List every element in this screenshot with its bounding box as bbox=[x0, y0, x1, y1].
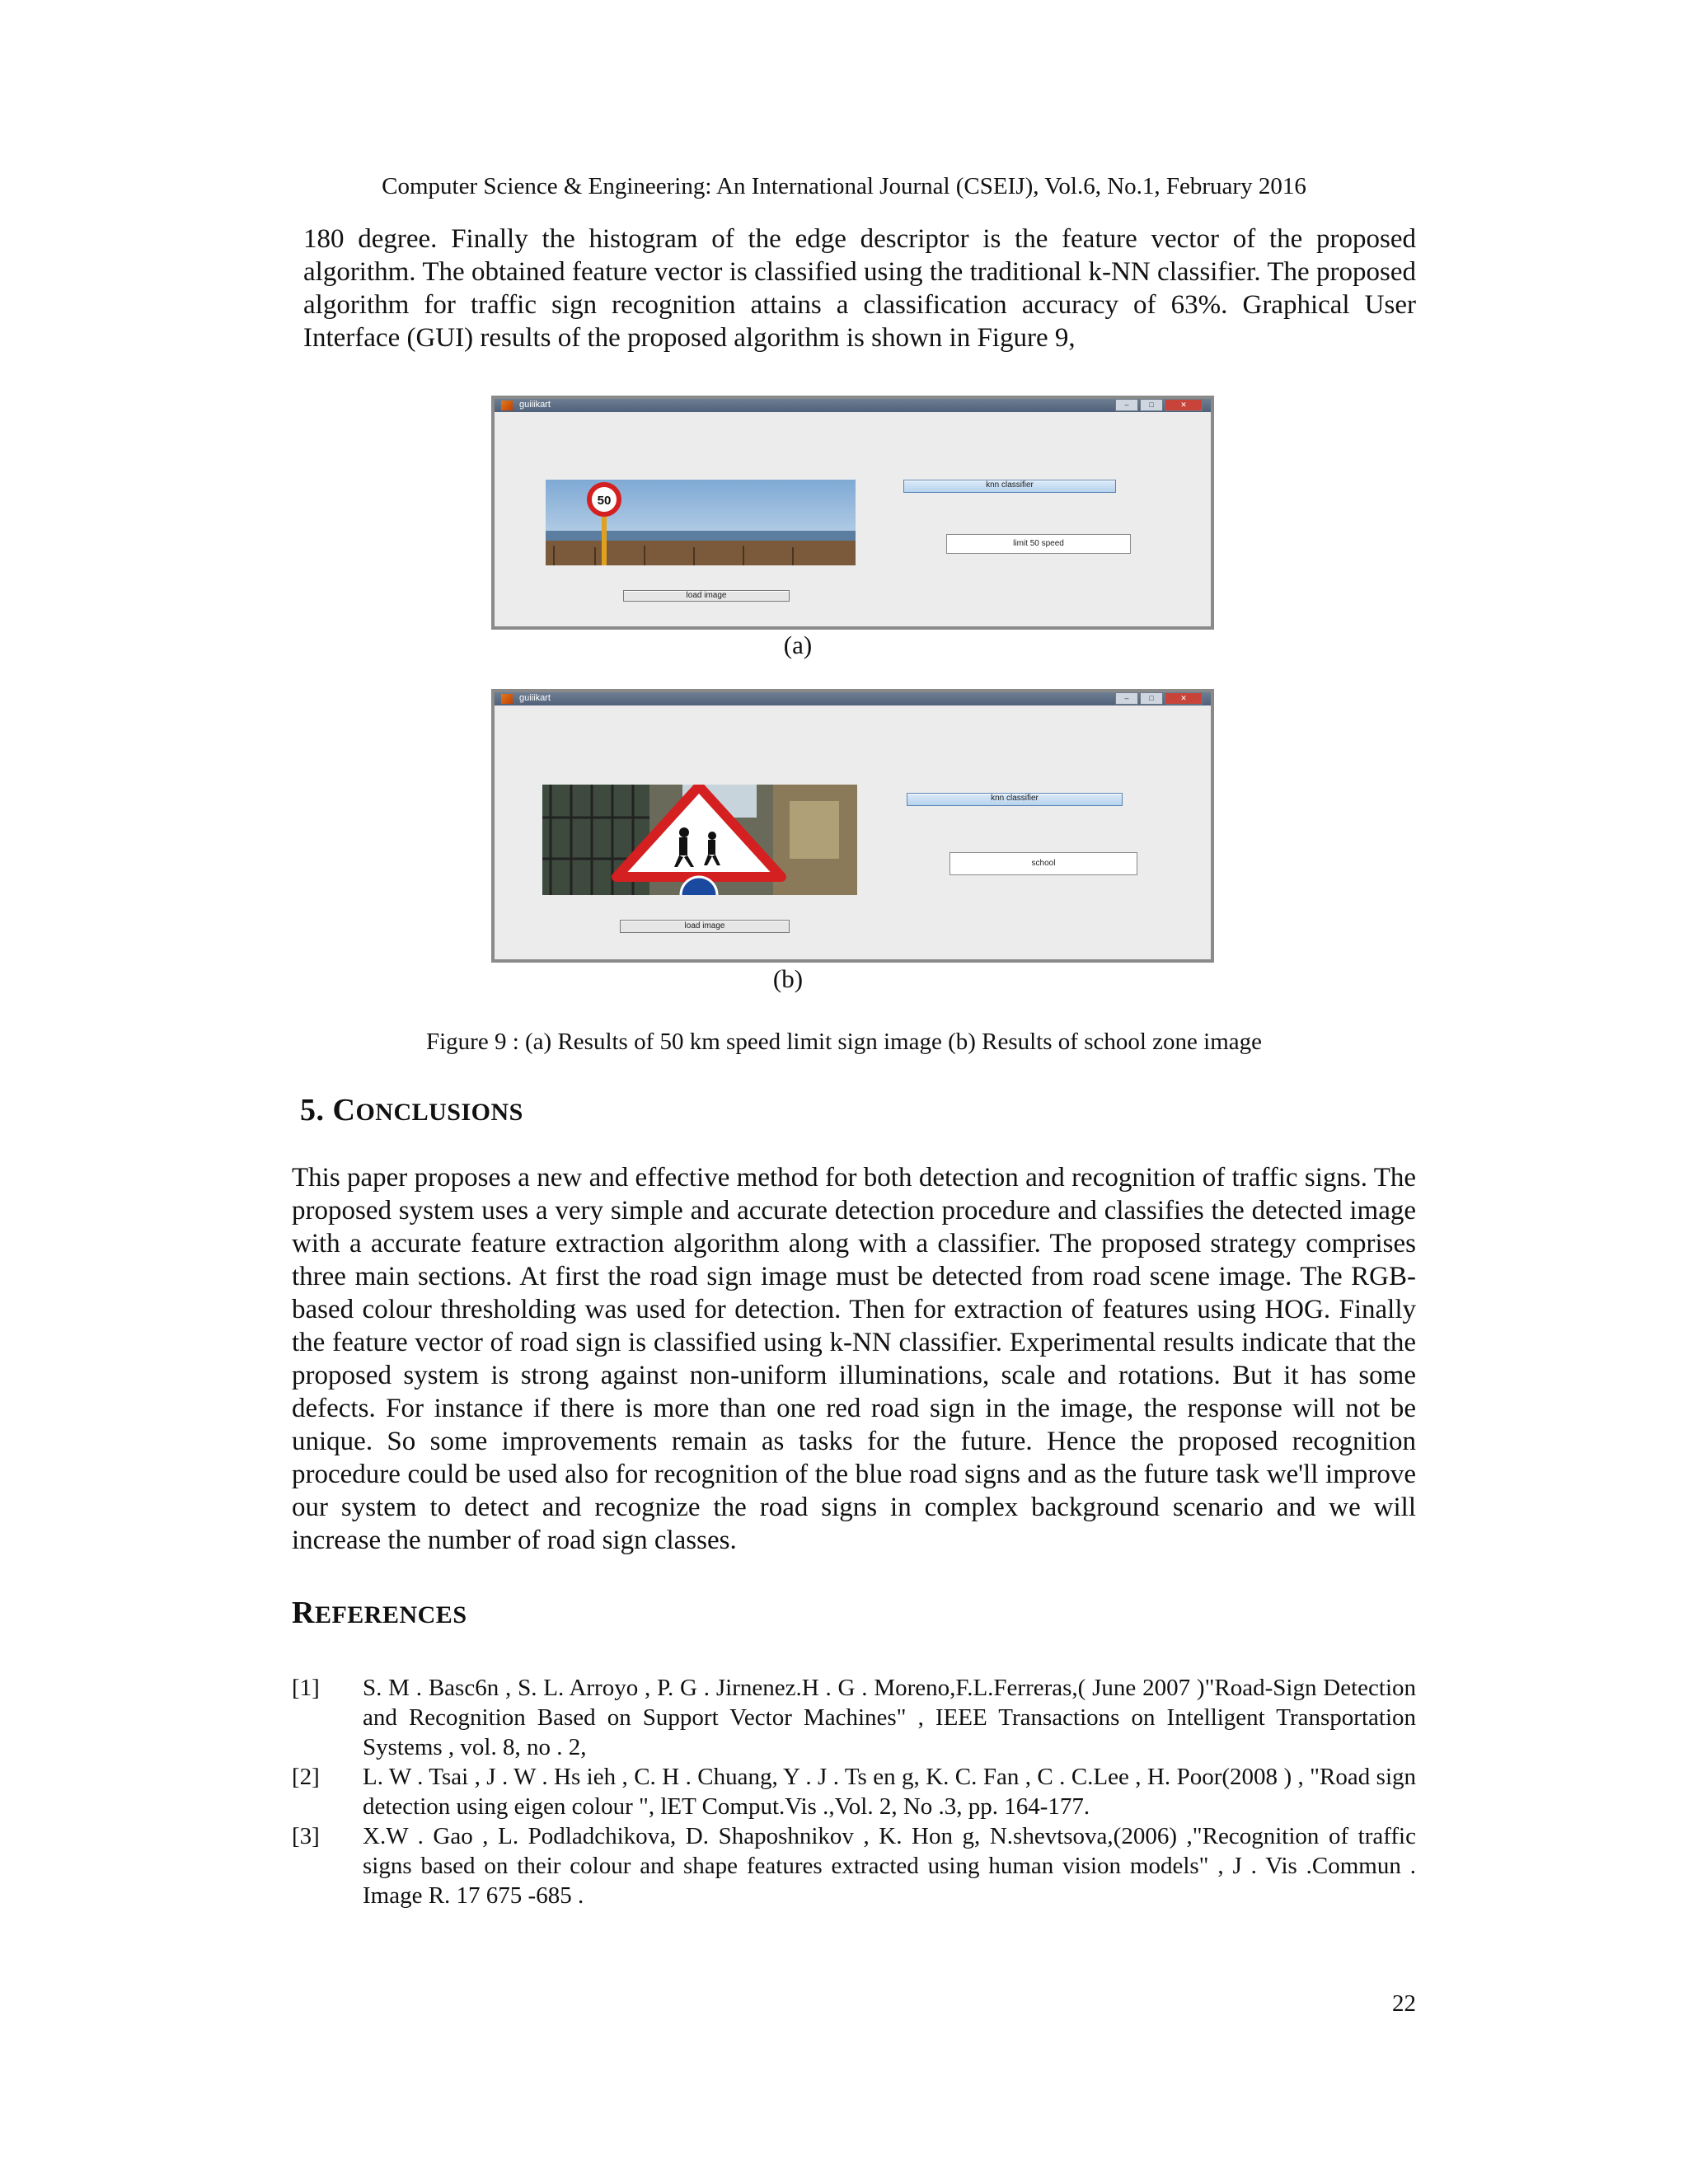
reference-item bbox=[292, 1673, 1416, 1762]
intro-paragraph: 180 degree. Finally the histogram of the edge descriptor is the feature vector of the proposed algorithm. The obtained feature vector is classified using the traditional k-NN classifier. The proposed algorithm for traffic sign recognition attains a classification accuracy of 63%. Graphical User Interface (GUI) results of the proposed algorithm is shown in Figure 9, bbox=[303, 224, 1416, 353]
panel-a-label: (a) bbox=[783, 630, 813, 659]
reference-number: [1] bbox=[292, 1675, 320, 1701]
conclusions-heading bbox=[300, 1092, 523, 1128]
minimize-icon[interactable]: – bbox=[1115, 399, 1138, 411]
close-icon[interactable]: ✕ bbox=[1165, 399, 1203, 411]
reference-text: L. W . Tsai , J . W . Hs ieh , C. H . Chuang, Y . J . Ts en g, K. C. Fan , C . C.Lee , H. Poor(2008 ) , "Road sign detection using eigen colour ", lET Comput.Vis .,Vol. 2, No .3, pp. 164-177. bbox=[363, 1764, 1416, 1820]
speed-sign-photo bbox=[546, 480, 856, 565]
matlab-icon bbox=[501, 694, 513, 704]
conclusions-paragraph: This paper proposes a new and effective method for both detection and recognition of traffic signs. The proposed system uses a very simple and accurate detection procedure and classifies the detected image with a accurate feature extraction algorithm along with a classifier. The proposed strategy comprises three main sections. At first the road sign image must be detected from road scene image. The RGB-based colour thresholding was used for detection. Then for extraction of features using HOG. Finally the feature vector of road sign is classified using k-NN classifier. Experimental results indicate that the proposed system is strong against non-uniform illuminations, scale and rotations. But it has some defects. For instance if there is more than one red road sign in the image, the response will not be unique. So some improvements remain as tasks for the future. Hence the proposed recognition procedure could be used also for recognition of the blue road signs and as the future task we'll improve our system to detect and recognize the road signs in complex background scenario and we will increase the number of road sign classes. bbox=[292, 1163, 1416, 1555]
references-title: EFERENCES bbox=[314, 1601, 467, 1629]
result-field: school bbox=[950, 852, 1137, 875]
window-title: guiiikart bbox=[519, 400, 551, 410]
reference-number: [2] bbox=[292, 1764, 320, 1790]
load-image-button[interactable]: load image bbox=[623, 590, 790, 602]
window-titlebar bbox=[495, 692, 1211, 705]
window-title: guiiikart bbox=[519, 693, 551, 703]
page-number: 22 bbox=[1392, 1990, 1416, 2017]
school-sign-photo bbox=[542, 785, 857, 895]
result-field: limit 50 speed bbox=[946, 534, 1131, 554]
minimize-icon[interactable]: – bbox=[1115, 692, 1138, 705]
figure-caption: Figure 9 : (a) Results of 50 km speed limit sign image (b) Results of school zone image bbox=[425, 1029, 1263, 1055]
load-image-button[interactable]: load image bbox=[620, 920, 790, 933]
reference-text: S. M . Basc6n , S. L. Arroyo , P. G . Jirnenez.H . G . Moreno,F.L.Ferreras,( June 2007 )"Road-Sign Detection and Recognition Based on Support Vector Machines" , IEEE Transactions on Intelligent Transportation Systems , vol. 8, no . 2, bbox=[363, 1675, 1416, 1760]
gui-window-b bbox=[491, 689, 1214, 963]
window-titlebar bbox=[495, 399, 1211, 412]
running-header: Computer Science & Engineering: An International Journal (CSEIJ), Vol.6, No.1, February 2016 bbox=[382, 173, 1306, 199]
reference-item bbox=[292, 1821, 1416, 1910]
conclusions-number: 5. C bbox=[300, 1093, 356, 1127]
knn-classifier-button[interactable]: knn classifier bbox=[903, 480, 1116, 493]
window-controls bbox=[1115, 399, 1203, 411]
gui-window-a bbox=[491, 396, 1214, 630]
maximize-icon[interactable]: □ bbox=[1140, 399, 1163, 411]
reference-number: [3] bbox=[292, 1823, 320, 1849]
maximize-icon[interactable]: □ bbox=[1140, 692, 1163, 705]
conclusions-title: ONCLUSIONS bbox=[355, 1099, 523, 1126]
close-icon[interactable]: ✕ bbox=[1165, 692, 1203, 705]
reference-list bbox=[292, 1673, 1416, 1910]
reference-text: X.W . Gao , L. Podladchikova, D. Shaposhnikov , K. Hon g, N.shevtsova,(2006) ,"Recognition of traffic signs based on their colour and shape features extracted using human vision models" , J . Vis .Commun . Image R. 17 675 -685 . bbox=[363, 1823, 1416, 1909]
sign-number: 50 bbox=[597, 494, 612, 508]
references-first-letter: R bbox=[292, 1596, 315, 1630]
matlab-icon bbox=[501, 401, 513, 410]
references-heading bbox=[292, 1595, 467, 1631]
knn-classifier-button[interactable]: knn classifier bbox=[907, 793, 1123, 806]
window-controls bbox=[1115, 692, 1203, 705]
reference-item bbox=[292, 1762, 1416, 1821]
panel-b-label: (b) bbox=[772, 964, 804, 993]
